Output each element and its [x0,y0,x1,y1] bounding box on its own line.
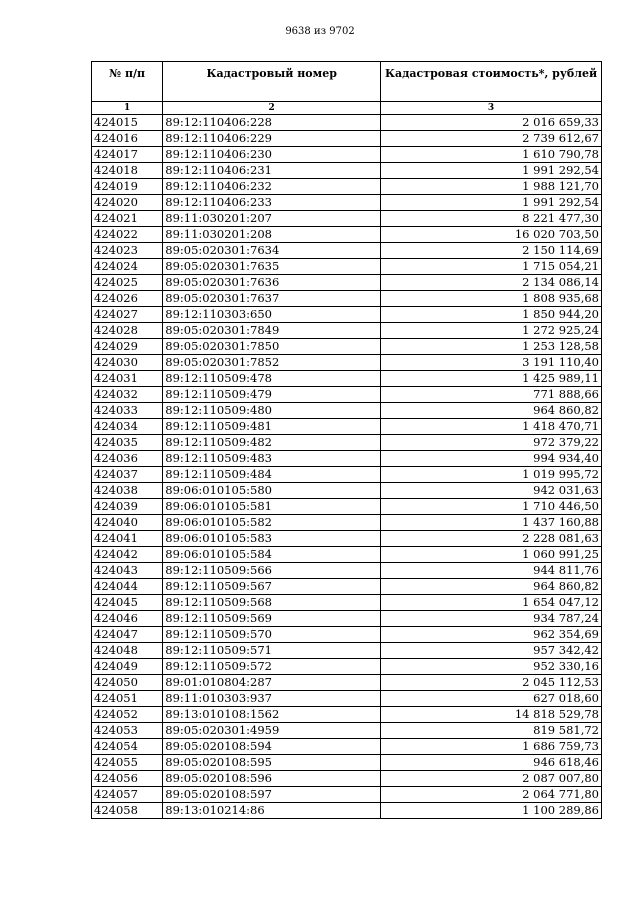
cadastral-value-cell: 944 811,76 [381,563,602,579]
table-row [92,579,602,595]
cadastral-number-cell: 89:13:010214:86 [163,803,381,819]
header-cadastral-number: Кадастровый номер [163,62,381,102]
cadastral-number-cell: 89:06:010105:583 [163,531,381,547]
table-row [92,243,602,259]
cadastral-number-cell: 89:06:010105:581 [163,499,381,515]
cadastral-value-cell: 2 064 771,80 [381,787,602,803]
row-number-cell: 424015 [92,115,163,131]
cadastral-value-cell: 957 342,42 [381,643,602,659]
cadastral-value-cell: 2 087 007,80 [381,771,602,787]
table-row [92,227,602,243]
cadastral-value-cell: 1 253 128,58 [381,339,602,355]
row-number-cell: 424050 [92,675,163,691]
cadastral-value-cell: 1 418 470,71 [381,419,602,435]
cadastral-number-cell: 89:06:010105:580 [163,483,381,499]
cadastral-number-cell: 89:12:110509:571 [163,643,381,659]
table-row [92,339,602,355]
table-row [92,291,602,307]
row-number-cell: 424047 [92,627,163,643]
cadastral-number-cell: 89:05:020301:7634 [163,243,381,259]
cadastral-number-cell: 89:06:010105:584 [163,547,381,563]
cadastral-value-cell: 1 610 790,78 [381,147,602,163]
table-row [92,739,602,755]
cadastral-value-cell: 1 100 289,86 [381,803,602,819]
cadastral-number-cell: 89:05:020301:7637 [163,291,381,307]
table-row [92,691,602,707]
cadastral-value-cell: 1 654 047,12 [381,595,602,611]
cadastral-value-cell: 1 988 121,70 [381,179,602,195]
table-row [92,179,602,195]
row-number-cell: 424033 [92,403,163,419]
row-number-cell: 424054 [92,739,163,755]
cadastral-number-cell: 89:05:020301:7850 [163,339,381,355]
cadastral-value-cell: 934 787,24 [381,611,602,627]
cadastral-number-cell: 89:12:110406:231 [163,163,381,179]
cadastral-number-cell: 89:12:110509:479 [163,387,381,403]
row-number-cell: 424035 [92,435,163,451]
row-number-cell: 424036 [92,451,163,467]
row-number-cell: 424039 [92,499,163,515]
row-number-cell: 424043 [92,563,163,579]
cadastral-value-cell: 1 715 054,21 [381,259,602,275]
table-row [92,499,602,515]
table-row [92,787,602,803]
table-row [92,547,602,563]
cadastral-number-cell: 89:12:110509:568 [163,595,381,611]
cadastral-number-cell: 89:12:110509:478 [163,371,381,387]
cadastral-value-cell: 1 425 989,11 [381,371,602,387]
cadastral-number-cell: 89:11:030201:208 [163,227,381,243]
cadastral-value-cell: 1 808 935,68 [381,291,602,307]
table-header-row [92,62,602,102]
row-number-cell: 424044 [92,579,163,595]
row-number-cell: 424057 [92,787,163,803]
cadastral-number-cell: 89:12:110406:233 [163,195,381,211]
table-row [92,467,602,483]
cadastral-number-cell: 89:12:110509:572 [163,659,381,675]
table-row [92,627,602,643]
cadastral-value-cell: 946 618,46 [381,755,602,771]
table-row [92,803,602,819]
cadastral-number-cell: 89:12:110509:569 [163,611,381,627]
header-row-number: № п/п [92,62,163,102]
table-row [92,675,602,691]
cadastral-value-cell: 2 150 114,69 [381,243,602,259]
cadastral-value-cell: 627 018,60 [381,691,602,707]
table-row [92,371,602,387]
cadastral-number-cell: 89:05:020108:596 [163,771,381,787]
column-number-row [92,102,602,115]
cadastral-number-cell: 89:05:020301:7636 [163,275,381,291]
column-number-1: 1 [92,102,163,115]
cadastral-number-cell: 89:12:110406:229 [163,131,381,147]
row-number-cell: 424048 [92,643,163,659]
cadastral-value-cell: 964 860,82 [381,579,602,595]
row-number-cell: 424019 [92,179,163,195]
cadastral-value-table [91,61,602,819]
table-row [92,483,602,499]
cadastral-value-cell: 1 437 160,88 [381,515,602,531]
table-row [92,563,602,579]
table-row [92,307,602,323]
table-row [92,323,602,339]
table-row [92,451,602,467]
cadastral-number-cell: 89:12:110509:480 [163,403,381,419]
cadastral-value-cell: 1 060 991,25 [381,547,602,563]
table-row [92,275,602,291]
row-number-cell: 424046 [92,611,163,627]
cadastral-value-cell: 819 581,72 [381,723,602,739]
cadastral-value-cell: 972 379,22 [381,435,602,451]
table-body [92,115,602,819]
table-row [92,355,602,371]
row-number-cell: 424027 [92,307,163,323]
table-row [92,147,602,163]
table-row [92,755,602,771]
cadastral-number-cell: 89:05:020301:7635 [163,259,381,275]
row-number-cell: 424016 [92,131,163,147]
cadastral-number-cell: 89:13:010108:1562 [163,707,381,723]
row-number-cell: 424034 [92,419,163,435]
row-number-cell: 424029 [92,339,163,355]
cadastral-value-cell: 1 272 925,24 [381,323,602,339]
row-number-cell: 424058 [92,803,163,819]
cadastral-value-cell: 1 991 292,54 [381,195,602,211]
row-number-cell: 424052 [92,707,163,723]
cadastral-value-cell: 16 020 703,50 [381,227,602,243]
cadastral-value-cell: 8 221 477,30 [381,211,602,227]
column-number-2: 2 [163,102,381,115]
table-row [92,611,602,627]
table-row [92,131,602,147]
table-row [92,723,602,739]
table-row [92,643,602,659]
cadastral-number-cell: 89:11:030201:207 [163,211,381,227]
cadastral-value-cell: 3 191 110,40 [381,355,602,371]
cadastral-number-cell: 89:05:020108:595 [163,755,381,771]
table-row [92,515,602,531]
cadastral-value-cell: 2 045 112,53 [381,675,602,691]
table-row [92,387,602,403]
row-number-cell: 424025 [92,275,163,291]
cadastral-number-cell: 89:12:110406:230 [163,147,381,163]
column-number-3: 3 [381,102,602,115]
cadastral-value-cell: 964 860,82 [381,403,602,419]
table-row [92,163,602,179]
cadastral-value-cell: 771 888,66 [381,387,602,403]
row-number-cell: 424022 [92,227,163,243]
cadastral-number-cell: 89:12:110406:228 [163,115,381,131]
cadastral-number-cell: 89:12:110509:484 [163,467,381,483]
table-row [92,771,602,787]
cadastral-number-cell: 89:05:020301:7849 [163,323,381,339]
row-number-cell: 424018 [92,163,163,179]
cadastral-value-cell: 952 330,16 [381,659,602,675]
table-row [92,115,602,131]
table-row [92,211,602,227]
row-number-cell: 424032 [92,387,163,403]
row-number-cell: 424024 [92,259,163,275]
row-number-cell: 424045 [92,595,163,611]
cadastral-value-cell: 14 818 529,78 [381,707,602,723]
cadastral-number-cell: 89:12:110509:566 [163,563,381,579]
table-row [92,659,602,675]
cadastral-value-cell: 962 354,69 [381,627,602,643]
cadastral-number-cell: 89:12:110509:481 [163,419,381,435]
table-row [92,259,602,275]
table-row [92,195,602,211]
table-row [92,435,602,451]
row-number-cell: 424049 [92,659,163,675]
cadastral-number-cell: 89:01:010804:287 [163,675,381,691]
row-number-cell: 424031 [92,371,163,387]
cadastral-number-cell: 89:12:110509:482 [163,435,381,451]
cadastral-value-cell: 994 934,40 [381,451,602,467]
cadastral-value-cell: 2 134 086,14 [381,275,602,291]
cadastral-value-cell: 1 850 944,20 [381,307,602,323]
cadastral-number-cell: 89:06:010105:582 [163,515,381,531]
row-number-cell: 424021 [92,211,163,227]
cadastral-number-cell: 89:12:110509:567 [163,579,381,595]
row-number-cell: 424037 [92,467,163,483]
cadastral-number-cell: 89:12:110509:483 [163,451,381,467]
row-number-cell: 424023 [92,243,163,259]
row-number-cell: 424020 [92,195,163,211]
header-cadastral-value: Кадастровая стоимость*, рублей [381,62,602,102]
table-row [92,595,602,611]
cadastral-value-cell: 1 686 759,73 [381,739,602,755]
row-number-cell: 424028 [92,323,163,339]
cadastral-value-cell: 1 019 995,72 [381,467,602,483]
row-number-cell: 424053 [92,723,163,739]
row-number-cell: 424026 [92,291,163,307]
row-number-cell: 424030 [92,355,163,371]
cadastral-value-cell: 1 710 446,50 [381,499,602,515]
row-number-cell: 424041 [92,531,163,547]
cadastral-value-cell: 2 016 659,33 [381,115,602,131]
cadastral-value-cell: 942 031,63 [381,483,602,499]
row-number-cell: 424055 [92,755,163,771]
cadastral-value-cell: 1 991 292,54 [381,163,602,179]
cadastral-number-cell: 89:05:020108:597 [163,787,381,803]
table-row [92,707,602,723]
cadastral-number-cell: 89:12:110303:650 [163,307,381,323]
row-number-cell: 424038 [92,483,163,499]
cadastral-number-cell: 89:12:110509:570 [163,627,381,643]
row-number-cell: 424040 [92,515,163,531]
table-row [92,531,602,547]
cadastral-number-cell: 89:12:110406:232 [163,179,381,195]
cadastral-value-cell: 2 228 081,63 [381,531,602,547]
cadastral-number-cell: 89:05:020108:594 [163,739,381,755]
table-row [92,419,602,435]
cadastral-value-cell: 2 739 612,67 [381,131,602,147]
row-number-cell: 424042 [92,547,163,563]
row-number-cell: 424056 [92,771,163,787]
page-number-header: 9638 из 9702 [285,26,355,37]
cadastral-number-cell: 89:11:010303:937 [163,691,381,707]
cadastral-number-cell: 89:05:020301:7852 [163,355,381,371]
cadastral-number-cell: 89:05:020301:4959 [163,723,381,739]
table-row [92,403,602,419]
row-number-cell: 424017 [92,147,163,163]
row-number-cell: 424051 [92,691,163,707]
